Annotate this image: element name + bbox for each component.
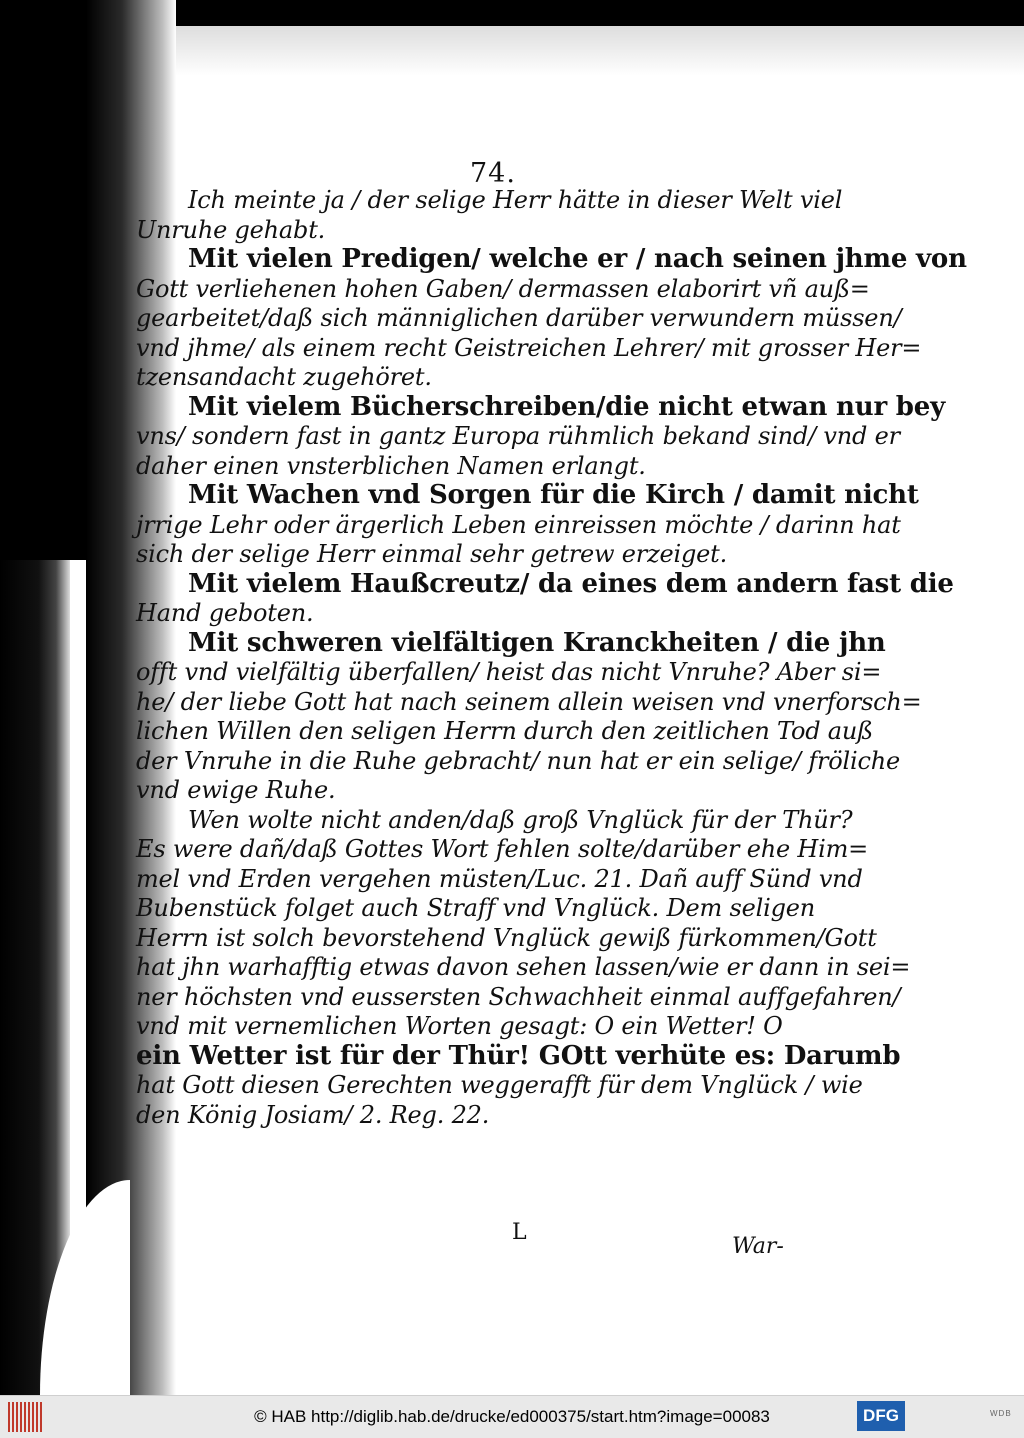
text-line: der Vnruhe in die Ruhe gebracht/ nun hat er ein selige/ fröliche <box>136 746 901 775</box>
text-line: lichen Willen den seligen Herrn durch den zeitlichen Tod auß <box>136 717 874 745</box>
text-line: Ich meinte ja / der selige Herr hätte in dieser Welt viel <box>188 186 843 214</box>
page-top-edge-fade <box>176 26 1024 76</box>
page-number: 74. <box>470 158 516 189</box>
text-line: vns/ sondern fast in gantz Europa rühmlich bekand sind/ vnd er <box>136 422 900 450</box>
section-heading-line: Mit schweren vielfältigen Kranckheiten / die jhn <box>188 627 886 658</box>
binding-shadow <box>0 0 86 560</box>
text-line: Hand geboten. <box>136 599 314 627</box>
text-line: sich der selige Herr einmal sehr getrew erzeiget. <box>136 540 728 568</box>
text-line: mel vnd Erden vergehen müsten/Luc. 21. Dañ auff Sünd vnd <box>136 864 863 893</box>
signature-mark: L <box>512 1220 527 1245</box>
text-line: hat jhn warhafftig etwas davon sehen lassen/wie er dann in sei= <box>136 953 911 981</box>
text-line: Herrn ist solch bevorstehend Vnglück gewiß fürkommen/Gott <box>136 923 877 952</box>
text-line: vnd jhme/ als einem recht Geistreichen Lehrer/ mit grosser Her= <box>136 333 922 362</box>
text-line: vnd ewige Ruhe. <box>136 776 336 804</box>
page-body <box>136 186 967 1130</box>
text-line: den König Josiam/ 2. Reg. 22. <box>136 1100 490 1129</box>
dfg-logo: DFG <box>857 1401 905 1431</box>
text-line: vnd mit vernemlichen Worten gesagt: O ein Wetter! O <box>136 1012 783 1040</box>
text-line: he/ der liebe Gott hat nach seinem allein weisen vnd vnerforsch= <box>136 687 922 716</box>
viewer-footer <box>0 1395 1024 1438</box>
source-link[interactable]: © HAB http://diglib.hab.de/drucke/ed000375/start.htm?image=00083 <box>254 1407 770 1426</box>
text-line: ner höchsten vnd eussersten Schwachheit einmal auffgefahren/ <box>136 982 901 1011</box>
text-line: tzensandacht zugehöret. <box>136 363 432 391</box>
text-line: offt vnd vielfältig überfallen/ heist das nicht Vnruhe? Aber si= <box>136 658 882 686</box>
section-heading-line: Mit Wachen vnd Sorgen für die Kirch / damit nicht <box>188 480 919 510</box>
section-heading-line: Mit vielem Haußcreutz/ da eines dem andern fast die <box>188 568 954 599</box>
text-line: Gott verliehenen hohen Gaben/ dermassen elaborirt vñ auß= <box>136 274 870 303</box>
text-line: Unruhe gehabt. <box>136 215 326 244</box>
section-heading-line: Mit vielem Bücherschreiben/die nicht etwan nur bey <box>188 391 946 422</box>
wdb-mark: WDB <box>990 1409 1012 1418</box>
page-top-edge <box>176 0 1024 26</box>
text-line-emphasis: ein Wetter ist für der Thür! GOtt verhüte es: Darumb <box>136 1040 901 1071</box>
text-line: Bubenstück folget auch Straff vnd Vnglück. Dem seligen <box>136 894 816 922</box>
text-line: Es were dañ/daß Gottes Wort fehlen solte/darüber ehe Him= <box>136 835 869 863</box>
text-line: hat Gott diesen Gerechten weggerafft für dem Vnglück / wie <box>136 1071 863 1099</box>
text-line: daher einen vnsterblichen Namen erlangt. <box>136 451 646 480</box>
text-line: jrrige Lehr oder ärgerlich Leben einreissen möchte / darinn hat <box>136 510 901 539</box>
text-line: Wen wolte nicht anden/daß groß Vnglück für der Thür? <box>188 805 853 834</box>
text-line: gearbeitet/daß sich männiglichen darüber verwundern müssen/ <box>136 304 902 332</box>
catchword: War- <box>732 1234 784 1259</box>
section-heading-line: Mit vielen Predigen/ welche er / nach seinen jhme von <box>188 244 967 274</box>
